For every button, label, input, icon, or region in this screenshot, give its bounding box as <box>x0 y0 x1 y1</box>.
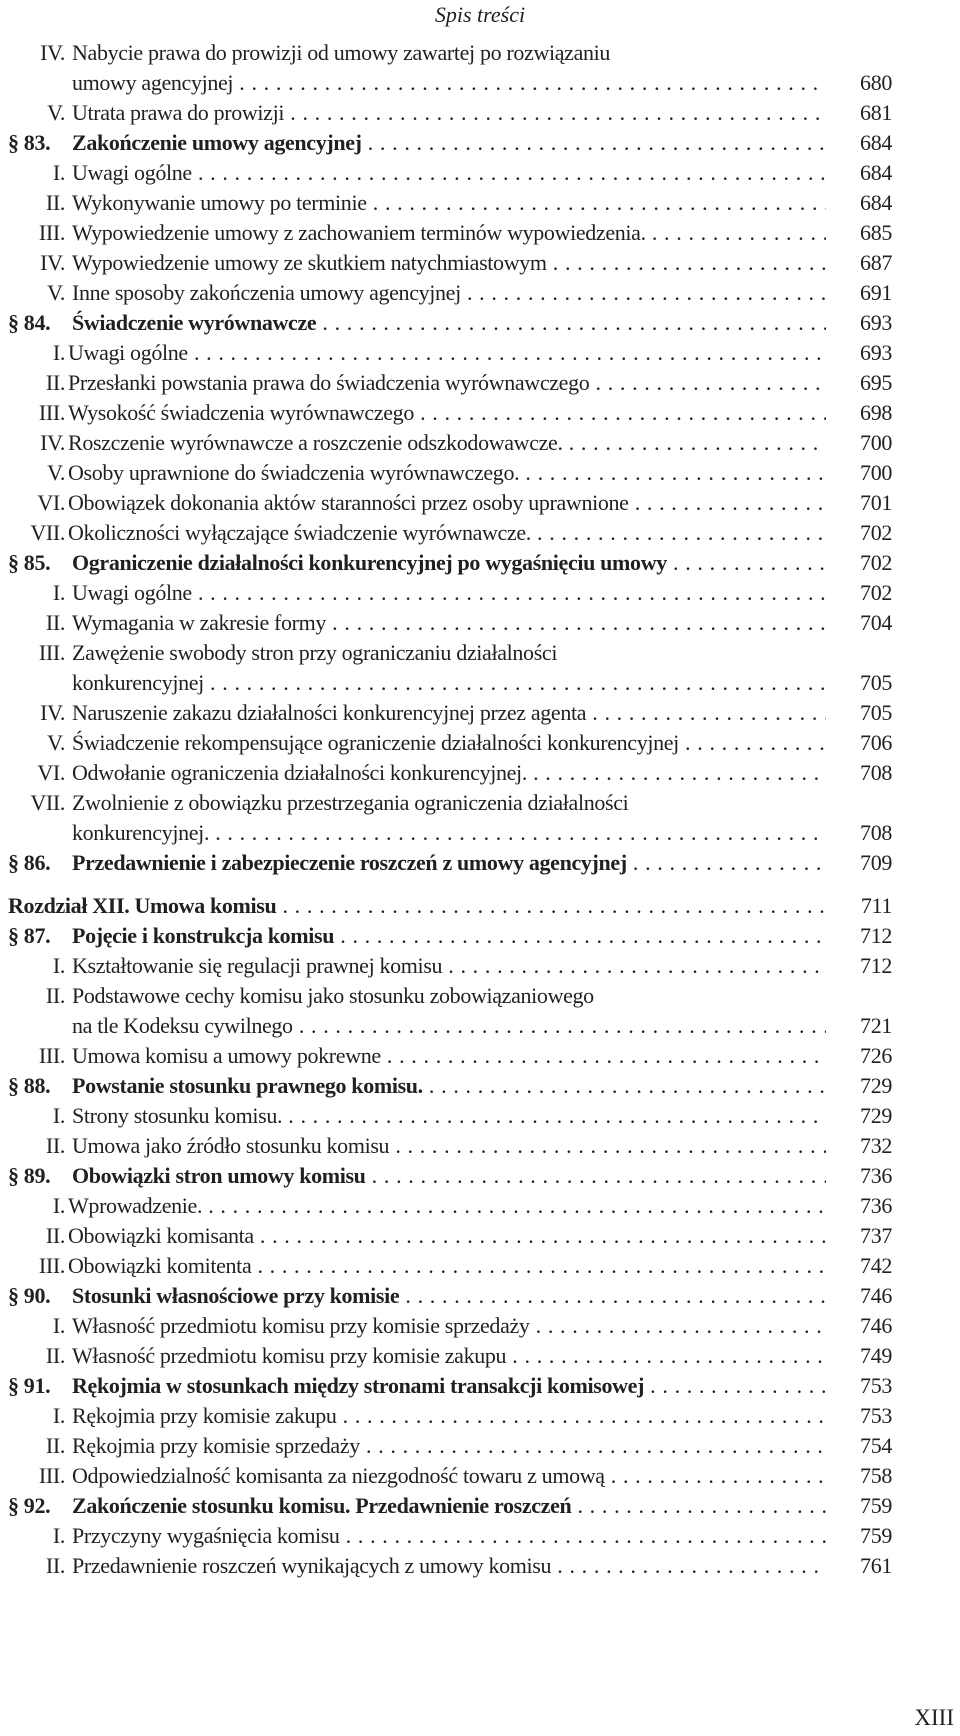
section-number: § 91. <box>8 1373 51 1398</box>
toc-entry-page: 693 <box>860 340 892 365</box>
toc-entry-title: Obowiązki stron umowy komisu . . . <box>72 1161 826 1191</box>
subsection-number: V. <box>47 280 65 305</box>
section-number: § 84. <box>8 310 51 335</box>
toc-entry <box>0 518 960 548</box>
toc-entry-title: Nabycie prawa do prowizji od umowy zawartej po rozwiązaniu <box>72 40 611 65</box>
toc-entry-page: 712 <box>860 923 892 948</box>
toc-entry <box>0 1431 960 1461</box>
section-number: § 88. <box>8 1073 51 1098</box>
toc-entry-title: Wymagania w zakresie formy . . . <box>72 608 826 638</box>
subsection-number: III. <box>38 640 65 665</box>
toc-entry-title: Rękojmia przy komisie sprzedaży . . . <box>72 1431 826 1461</box>
toc-entry <box>0 308 960 338</box>
toc-entry-title: Inne sposoby zakończenia umowy agencyjnej . . . <box>72 278 826 308</box>
toc-entry-title: Utrata prawa do prowizji . . . <box>72 98 826 128</box>
toc-entry-title: Umowa jako źródło stosunku komisu . . . <box>72 1131 826 1161</box>
toc-entry-page: 701 <box>860 490 892 515</box>
toc-entry-title: konkurencyjnej . . . <box>72 668 826 698</box>
section-number: § 89. <box>8 1163 51 1188</box>
toc-entry <box>0 1071 960 1101</box>
subsection-number: VII. <box>30 790 65 815</box>
subsection-number: II. <box>45 1553 65 1578</box>
toc-entry <box>0 1221 960 1251</box>
section-number: § 92. <box>8 1493 51 1518</box>
toc-entry <box>0 1041 960 1071</box>
toc-entry <box>0 921 960 951</box>
toc-entry-title: Okoliczności wyłączające świadczenie wyrównawcze. . . . <box>68 518 826 548</box>
section-number: § 83. <box>8 130 51 155</box>
toc-entry-page: 684 <box>860 190 892 215</box>
subsection-number: VII. <box>30 520 65 545</box>
toc-entry-title: Przedawnienie roszczeń wynikających z umowy komisu . . . <box>72 1551 826 1581</box>
subsection-number: III. <box>38 400 65 425</box>
section-number: § 86. <box>8 850 51 875</box>
toc-entry <box>0 278 960 308</box>
toc-entry-page: 706 <box>860 730 892 755</box>
toc-entry <box>0 1281 960 1311</box>
subsection-number: I. <box>52 1103 65 1128</box>
toc-entry-page: 709 <box>860 850 892 875</box>
toc-entry-title: Przyczyny wygaśnięcia komisu . . . <box>72 1521 826 1551</box>
subsection-number: II. <box>45 370 65 395</box>
toc-entry <box>0 638 960 668</box>
table-of-contents <box>0 38 960 1581</box>
subsection-number: I. <box>52 1523 65 1548</box>
toc-entry <box>0 1491 960 1521</box>
toc-entry-page: 736 <box>860 1163 892 1188</box>
toc-entry-page: 712 <box>860 953 892 978</box>
toc-entry <box>0 218 960 248</box>
toc-entry-page: 759 <box>860 1523 892 1548</box>
toc-entry <box>0 891 960 921</box>
toc-entry-title: Obowiązki komisanta . . . <box>68 1221 826 1251</box>
subsection-number: V. <box>47 100 65 125</box>
toc-entry-page: 704 <box>860 610 892 635</box>
toc-entry-title: Umowa komisu a umowy pokrewne . . . <box>72 1041 826 1071</box>
toc-entry-title: Roszczenie wyrównawcze a roszczenie odszkodowawcze. . . . <box>68 428 826 458</box>
subsection-number: III. <box>38 1043 65 1068</box>
toc-entry-title: Zakończenie umowy agencyjnej . . . <box>72 128 826 158</box>
toc-entry-page: 729 <box>860 1103 892 1128</box>
subsection-number: II. <box>45 1343 65 1368</box>
toc-entry <box>0 128 960 158</box>
toc-entry <box>0 1371 960 1401</box>
subsection-number: III. <box>38 1463 65 1488</box>
subsection-number: II. <box>45 610 65 635</box>
subsection-number: III. <box>38 1253 65 1278</box>
toc-entry <box>0 608 960 638</box>
toc-entry <box>0 98 960 128</box>
toc-entry-title: Powstanie stosunku prawnego komisu. . . . <box>72 1071 826 1101</box>
subsection-number: II. <box>45 983 65 1008</box>
toc-entry-title: Wypowiedzenie umowy z zachowaniem terminów wypowiedzenia. . . . <box>72 218 826 248</box>
toc-entry-page: 685 <box>860 220 892 245</box>
toc-entry-title: Zwolnienie z obowiązku przestrzegania ograniczenia działalności <box>72 790 629 815</box>
toc-entry-title: Naruszenie zakazu działalności konkurencyjnej przez agenta . . . <box>72 698 826 728</box>
toc-entry-title: umowy agencyjnej . . . <box>72 68 826 98</box>
toc-entry-page: 708 <box>860 820 892 845</box>
subsection-number: I. <box>52 1313 65 1338</box>
toc-entry-page: 702 <box>860 520 892 545</box>
toc-entry-title: Przesłanki powstania prawa do świadczenia wyrównawczego . . . <box>68 368 826 398</box>
toc-entry-page: 691 <box>860 280 892 305</box>
subsection-number: I. <box>52 340 65 365</box>
toc-entry-title: Osoby uprawnione do świadczenia wyrównawczego. . . . <box>68 458 826 488</box>
toc-entry-title: Uwagi ogólne . . . <box>72 158 826 188</box>
page-number-roman: XIII <box>914 1705 954 1730</box>
toc-entry-title: Obowiązek dokonania aktów staranności przez osoby uprawnione . . . <box>68 488 826 518</box>
toc-entry <box>0 1311 960 1341</box>
toc-entry <box>0 1161 960 1191</box>
toc-entry-page: 698 <box>860 400 892 425</box>
toc-entry <box>0 668 960 698</box>
toc-entry-page: 705 <box>860 670 892 695</box>
toc-entry <box>0 788 960 818</box>
toc-entry <box>0 1101 960 1131</box>
toc-entry-page: 708 <box>860 760 892 785</box>
toc-entry <box>0 248 960 278</box>
toc-entry-title: Rękojmia przy komisie zakupu . . . <box>72 1401 826 1431</box>
toc-entry <box>0 548 960 578</box>
toc-entry <box>0 981 960 1011</box>
subsection-number: I. <box>52 1193 65 1218</box>
toc-entry <box>0 1341 960 1371</box>
toc-entry-title: Ograniczenie działalności konkurencyjnej po wygaśnięciu umowy . . . <box>72 548 826 578</box>
toc-entry-title: Wprowadzenie. . . . <box>68 1191 826 1221</box>
subsection-number: VI. <box>37 760 65 785</box>
toc-entry <box>0 38 960 68</box>
toc-entry <box>0 578 960 608</box>
toc-entry-title: Strony stosunku komisu. . . . <box>72 1101 826 1131</box>
toc-entry-page: 749 <box>860 1343 892 1368</box>
subsection-number: I. <box>52 580 65 605</box>
toc-entry-page: 680 <box>860 70 892 95</box>
toc-entry-page: 721 <box>860 1013 892 1038</box>
toc-entry-title: konkurencyjnej. . . . <box>72 818 826 848</box>
toc-entry-title: Obowiązki komitenta . . . <box>68 1251 826 1281</box>
toc-entry-title: Wysokość świadczenia wyrównawczego . . . <box>68 398 826 428</box>
section-number: § 87. <box>8 923 51 948</box>
subsection-number: IV. <box>40 700 65 725</box>
toc-entry-title: na tle Kodeksu cywilnego . . . <box>72 1011 826 1041</box>
toc-entry <box>0 398 960 428</box>
toc-entry-title: Własność przedmiotu komisu przy komisie sprzedaży . . . <box>72 1311 826 1341</box>
toc-entry-title: Rozdział XII. Umowa komisu . . . <box>8 891 826 921</box>
toc-entry <box>0 188 960 218</box>
toc-entry <box>0 818 960 848</box>
subsection-number: VI. <box>37 490 65 515</box>
toc-entry-page: 753 <box>860 1403 892 1428</box>
toc-entry-page: 702 <box>860 550 892 575</box>
subsection-number: IV. <box>40 40 65 65</box>
toc-entry-page: 684 <box>860 160 892 185</box>
toc-entry <box>0 1251 960 1281</box>
subsection-number: II. <box>45 1433 65 1458</box>
toc-entry-page: 711 <box>860 893 892 918</box>
subsection-number: V. <box>47 460 65 485</box>
subsection-number: II. <box>45 1223 65 1248</box>
subsection-number: V. <box>47 730 65 755</box>
subsection-number: I. <box>52 160 65 185</box>
running-header: Spis treści <box>434 2 526 27</box>
toc-entry-page: 736 <box>860 1193 892 1218</box>
subsection-number: IV. <box>40 250 65 275</box>
toc-entry <box>0 368 960 398</box>
subsection-number: III. <box>38 220 65 245</box>
toc-entry-title: Własność przedmiotu komisu przy komisie zakupu . . . <box>72 1341 826 1371</box>
toc-entry-page: 737 <box>860 1223 892 1248</box>
toc-entry-page: 761 <box>860 1553 892 1578</box>
toc-entry <box>0 1521 960 1551</box>
toc-entry-page: 684 <box>860 130 892 155</box>
toc-entry <box>0 848 960 878</box>
toc-entry <box>0 458 960 488</box>
toc-entry-page: 729 <box>860 1073 892 1098</box>
toc-entry-title: Pojęcie i konstrukcja komisu . . . <box>72 921 826 951</box>
subsection-number: I. <box>52 953 65 978</box>
toc-entry-page: 726 <box>860 1043 892 1068</box>
toc-entry-title: Uwagi ogólne . . . <box>72 578 826 608</box>
toc-entry-title: Stosunki własnościowe przy komisie . . . <box>72 1281 826 1311</box>
toc-entry <box>0 1011 960 1041</box>
toc-entry-title: Świadczenie rekompensujące ograniczenie działalności konkurencyjnej . . . <box>72 728 826 758</box>
toc-entry <box>0 1461 960 1491</box>
toc-entry <box>0 758 960 788</box>
toc-entry-page: 687 <box>860 250 892 275</box>
toc-entry <box>0 68 960 98</box>
toc-entry-title: Wykonywanie umowy po terminie . . . <box>72 188 826 218</box>
toc-entry-title: Uwagi ogólne . . . <box>68 338 826 368</box>
toc-entry-title: Zawężenie swobody stron przy ograniczaniu działalności <box>72 640 558 665</box>
toc-entry-title: Odpowiedzialność komisanta za niezgodność towaru z umową . . . <box>72 1461 826 1491</box>
toc-entry-page: 732 <box>860 1133 892 1158</box>
toc-entry-page: 753 <box>860 1373 892 1398</box>
toc-entry-title: Przedawnienie i zabezpieczenie roszczeń z umowy agencyjnej . . . <box>72 848 826 878</box>
toc-entry-title: Świadczenie wyrównawcze . . . <box>72 308 826 338</box>
toc-entry-page: 700 <box>860 460 892 485</box>
toc-entry-page: 759 <box>860 1493 892 1518</box>
toc-entry-page: 746 <box>860 1283 892 1308</box>
toc-entry <box>0 1401 960 1431</box>
toc-entry-page: 693 <box>860 310 892 335</box>
toc-entry <box>0 698 960 728</box>
toc-entry-page: 746 <box>860 1313 892 1338</box>
toc-entry <box>0 1551 960 1581</box>
toc-entry-page: 705 <box>860 700 892 725</box>
toc-entry <box>0 158 960 188</box>
toc-entry-page: 758 <box>860 1463 892 1488</box>
subsection-number: II. <box>45 1133 65 1158</box>
toc-entry-title: Odwołanie ograniczenia działalności konkurencyjnej. . . . <box>72 758 826 788</box>
subsection-number: IV. <box>40 430 65 455</box>
toc-entry-page: 742 <box>860 1253 892 1278</box>
toc-entry <box>0 428 960 458</box>
toc-entry-title: Wypowiedzenie umowy ze skutkiem natychmiastowym . . . <box>72 248 826 278</box>
subsection-number: I. <box>52 1403 65 1428</box>
toc-entry-page: 700 <box>860 430 892 455</box>
subsection-number: II. <box>45 190 65 215</box>
toc-entry-title: Rękojmia w stosunkach między stronami transakcji komisowej . . . <box>72 1371 826 1401</box>
toc-entry <box>0 488 960 518</box>
toc-entry-title: Zakończenie stosunku komisu. Przedawnienie roszczeń . . . <box>72 1491 826 1521</box>
toc-entry <box>0 728 960 758</box>
section-number: § 85. <box>8 550 51 575</box>
toc-entry-title: Podstawowe cechy komisu jako stosunku zobowiązaniowego <box>72 983 594 1008</box>
toc-entry <box>0 1131 960 1161</box>
toc-entry-page: 695 <box>860 370 892 395</box>
toc-entry-page: 702 <box>860 580 892 605</box>
toc-entry-page: 681 <box>860 100 892 125</box>
section-number: § 90. <box>8 1283 51 1308</box>
toc-entry <box>0 338 960 368</box>
toc-entry-title: Kształtowanie się regulacji prawnej komisu . . . <box>72 951 826 981</box>
toc-entry-page: 754 <box>860 1433 892 1458</box>
toc-entry <box>0 951 960 981</box>
toc-entry <box>0 1191 960 1221</box>
